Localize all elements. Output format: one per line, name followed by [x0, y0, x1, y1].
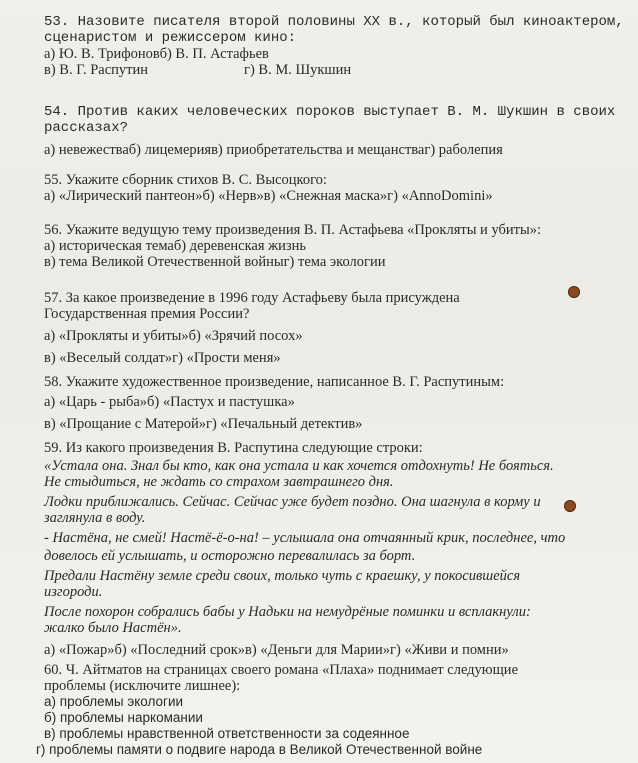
question-59-quote-line9: После похорон собрались бабы у Надьки на немудрёные поминки и всплакнули:: [44, 604, 531, 620]
question-58-text: 58. Укажите художественное произведение, написанное В. Г. Распутиным:: [44, 374, 505, 390]
question-60-text-line1: 60. Ч. Айтматов на страницах своего романа «Плаха» поднимает следующие: [44, 662, 519, 678]
question-58-options-ab: а) «Царь - рыба»б) «Пастух и пастушка»: [44, 394, 295, 410]
question-59-text: 59. Из какого произведения В. Распутина следующие строки:: [44, 440, 423, 456]
question-60: [36, 662, 619, 758]
question-53-options-vg: в) В. Г. Распутин г) В. М. Шукшин: [44, 62, 352, 78]
question-57-text-line2: Государственная премия России?: [44, 306, 250, 322]
question-60-option-a: а) проблемы экологии: [44, 694, 184, 709]
question-59-quote-line7: Предали Настёну земле среди своих, только чуть с краешку, у покосившейся: [44, 568, 521, 584]
question-57-options-ab: а) «Прокляты и убиты»б) «Зрячий посох»: [44, 328, 303, 344]
question-60-option-g: г) проблемы памяти о подвиге народа в Великой Отечественной войне: [36, 742, 483, 757]
question-59-quote-line2: Не стыдиться, не ждать со страхом завтрашнего дня.: [44, 474, 394, 490]
question-53: [44, 14, 624, 78]
question-60-text-line2: проблемы (исключите лишнее):: [44, 678, 241, 694]
question-54-options: а) невежестваб) лицемерияв) приобретательства и мещанстваг) раболепия: [44, 142, 503, 158]
question-57-text-line1: 57. За какое произведение в 1996 году Астафьеву была присуждена: [44, 290, 460, 306]
question-55-text: 55. Укажите сборник стихов В. С. Высоцкого:: [44, 172, 327, 188]
question-60-option-b: б) проблемы наркомании: [44, 710, 203, 725]
question-59-quote-line10: жалко было Настён».: [44, 620, 182, 636]
question-54: [44, 104, 619, 158]
question-59-quote-line8: изгороди.: [44, 584, 103, 600]
question-56-options-vg: в) тема Великой Отечественной войныг) тема экологии: [44, 254, 386, 270]
question-60-option-v: в) проблемы нравственной ответственности за содеянное: [44, 726, 410, 741]
binder-hole-top: [568, 286, 580, 298]
question-56: [44, 222, 619, 270]
question-59-quote-line6: довелось ей услышать, и осторожно перевалилась за борт.: [44, 548, 416, 564]
question-53-text-line2: сценаристом и режиссером кино:: [44, 30, 297, 46]
question-54-text-line2: рассказах?: [44, 120, 129, 136]
question-55-options: а) «Лирический пантеон»б) «Нерв»в) «Снежная маска»г) «AnnoDomini»: [44, 188, 493, 204]
question-59: [44, 440, 619, 658]
question-59-quote-line1: «Устала она. Знал бы кто, как она устала и как хочется отдохнуть! Не бояться.: [44, 458, 554, 474]
question-55: [44, 172, 619, 204]
question-53-options-ab: а) Ю. В. Трифоновб) В. П. Астафьев: [44, 46, 269, 62]
question-59-quote-line5: - Настёна, не смей! Настё-ё-о-на! – услышала она отчаянный крик, последнее, что: [44, 530, 566, 546]
question-59-options: а) «Пожар»б) «Последний срок»в) «Деньги для Марии»г) «Живи и помни»: [44, 642, 509, 658]
question-53-text-line1: 53. Назовите писателя второй половины ХХ в., который был киноактером,: [44, 14, 624, 30]
question-58: [44, 374, 619, 432]
question-58-options-vg: в) «Прощание с Матерой»г) «Печальный детектив»: [44, 416, 363, 432]
question-59-quote-line4: заглянула в воду.: [44, 510, 146, 526]
question-54-text-line1: 54. Против каких человеческих пороков выступает В. М. Шукшин в своих: [44, 104, 616, 120]
question-56-options-ab: а) историческая темаб) деревенская жизнь: [44, 238, 307, 254]
question-59-quote-line3: Лодки приближались. Сейчас. Сейчас уже будет поздно. Она шагнула в корму и: [44, 494, 541, 510]
question-57-options-vg: в) «Веселый солдат»г) «Прости меня»: [44, 350, 281, 366]
question-57: [44, 290, 619, 366]
question-56-text: 56. Укажите ведущую тему произведения В. П. Астафьева «Прокляты и убиты»:: [44, 222, 542, 238]
binder-hole-bottom: [564, 500, 576, 512]
